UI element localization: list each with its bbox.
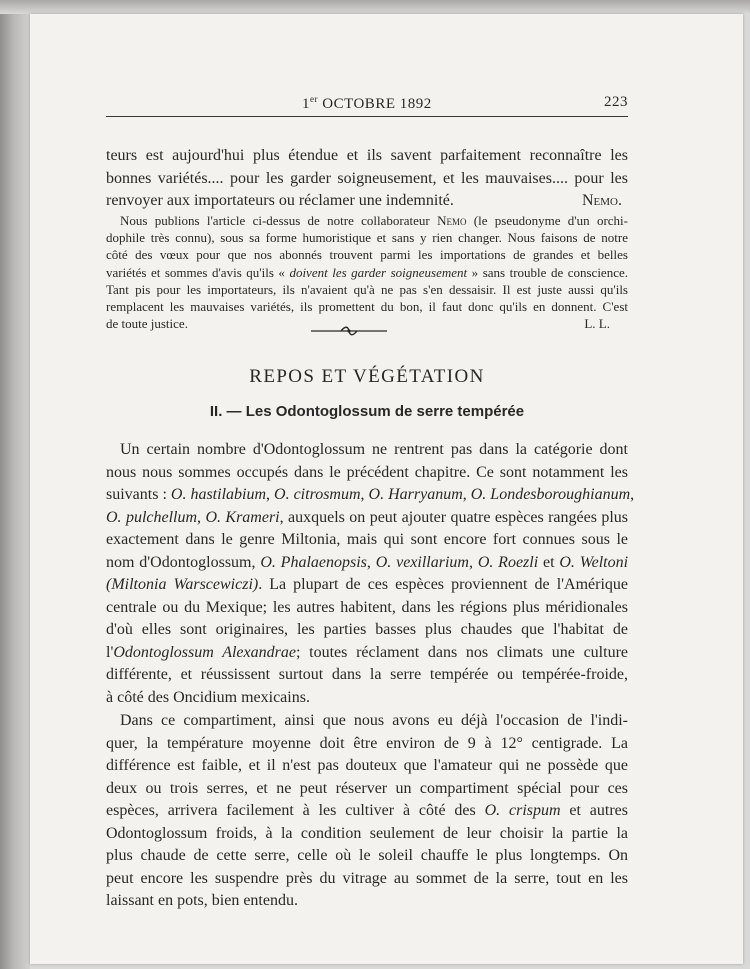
note-line: côté des vœux pour que nos abonnés trouvent parmi les importations de grandes et belles	[106, 247, 628, 263]
body-line: différente, et réussissent surtout dans la serre tempérée ou tempérée-froide,	[106, 666, 628, 683]
note-signature: L. L.	[584, 316, 610, 332]
page-number: 223	[604, 94, 628, 110]
body-line: peut encore les suspendre près du vitrage au sommet de la serre, tout en les	[106, 869, 628, 887]
body-line: Dans ce compartiment, ainsi que nous avons eu déjà l'occasion de l'indi-	[120, 712, 628, 729]
body-line: laissant en pots, bien entendu.	[106, 892, 298, 909]
body-line: nous nous sommes occupés dans le précédent chapitre. Ce sont notamment les	[106, 463, 628, 481]
body-line: différence est faible, et il n'est pas douteux que l'amateur qui ne possède que	[106, 757, 628, 774]
body-line: centrale ou du Mexique; les autres habitent, dans les régions plus méridionales	[106, 598, 628, 616]
intro-line: teurs est aujourd'hui plus étendue et ils savent parfaitement reconnaître les	[106, 147, 628, 164]
body-line: à côté des Oncidium mexicains.	[106, 688, 310, 706]
body-line: exactement dans le genre Miltonia, mais qui sont encore fort connues sous le	[106, 531, 628, 548]
body-line: suivants : O. hastilabium, O. citrosmum, O. Harryanum, O. Londesboroughianum,	[106, 486, 635, 503]
body-line: Odontoglossum froids, à la condition seulement de leur choisir la partie la	[106, 824, 628, 842]
document-page	[30, 14, 743, 964]
section-subtitle: II. — Les Odontoglossum de serre tempérée	[209, 403, 525, 420]
body-line: Un certain nombre d'Odontoglossum ne rentrent pas dans la catégorie dont	[120, 441, 628, 458]
body-line: plus chaude de cette serre, celle où le soleil chauffe le plus longtemps. On	[106, 847, 628, 864]
body-line: l'Odontoglossum Alexandrae; toutes réclament dans nos climats une culture	[106, 643, 628, 661]
body-line: quer, la température moyenne doit être environ de 9 à 12° centigrade. La	[106, 734, 628, 752]
intro-signature: Nemo.	[582, 192, 622, 209]
scan-edge-left	[0, 0, 30, 969]
body-line: espèces, arrivera facilement à les cultiver à côté des O. crispum et autres	[106, 802, 629, 819]
note-line: remplacent les mauvaises variétés, ils promettent du bon, il faut donc qu'ils en donnent. C'est	[106, 299, 628, 315]
editor-note	[106, 212, 628, 332]
note-line: Tant pis pour les importateurs, ils n'avaient qu'à ne pas s'en dessaisir. Il est juste aussi qu'ils	[106, 281, 628, 297]
section-title: REPOS ET VÉGÉTATION	[249, 366, 485, 387]
body-line: (Miltonia Warscewiczi). La plupart de ces espèces proviennent de l'Amérique	[106, 576, 628, 593]
body-line: d'où elles sont originaires, les parties basses plus chaudes que l'habitat de	[106, 621, 628, 638]
header-rule	[106, 116, 628, 117]
note-line: Nous publions l'article ci-dessus de notre collaborateur Nemo (le pseudonyme d'un orchi-	[120, 213, 629, 228]
paragraph-1	[106, 439, 635, 709]
intro-line: renvoyer aux importateurs ou réclamer une indemnité. Nemo.	[106, 190, 628, 213]
body-line: nom d'Odontoglossum, O. Phalaenopsis, O. vexillarium, O. Roezli et O. Weltoni	[106, 553, 629, 571]
body-line: O. pulchellum, O. Krameri, auxquels on peut ajouter quatre espèces rangées plus	[106, 508, 629, 526]
note-line: dophile très connu), sous sa forme humoristique et sans y rien changer. Nous faisons de notre	[106, 230, 628, 246]
note-line: variétés et sommes d'avis qu'ils « doivent les garder soigneusement » sans trouble de conscience.	[106, 264, 628, 280]
body-line: deux ou trois serres, et ne peut réserver un compartiment spécial pour ces	[106, 779, 628, 797]
header-date: 1er OCTOBRE 1892	[302, 94, 432, 112]
intro-line: bonnes variétés.... pour les garder soigneusement, et les mauvaises.... pour les	[106, 169, 628, 187]
paragraph-2	[106, 710, 628, 913]
scan-edge-top	[0, 0, 750, 14]
intro-paragraph	[106, 145, 628, 213]
ornament-divider	[311, 325, 387, 337]
note-line: de toute justice. L. L.	[106, 316, 610, 332]
